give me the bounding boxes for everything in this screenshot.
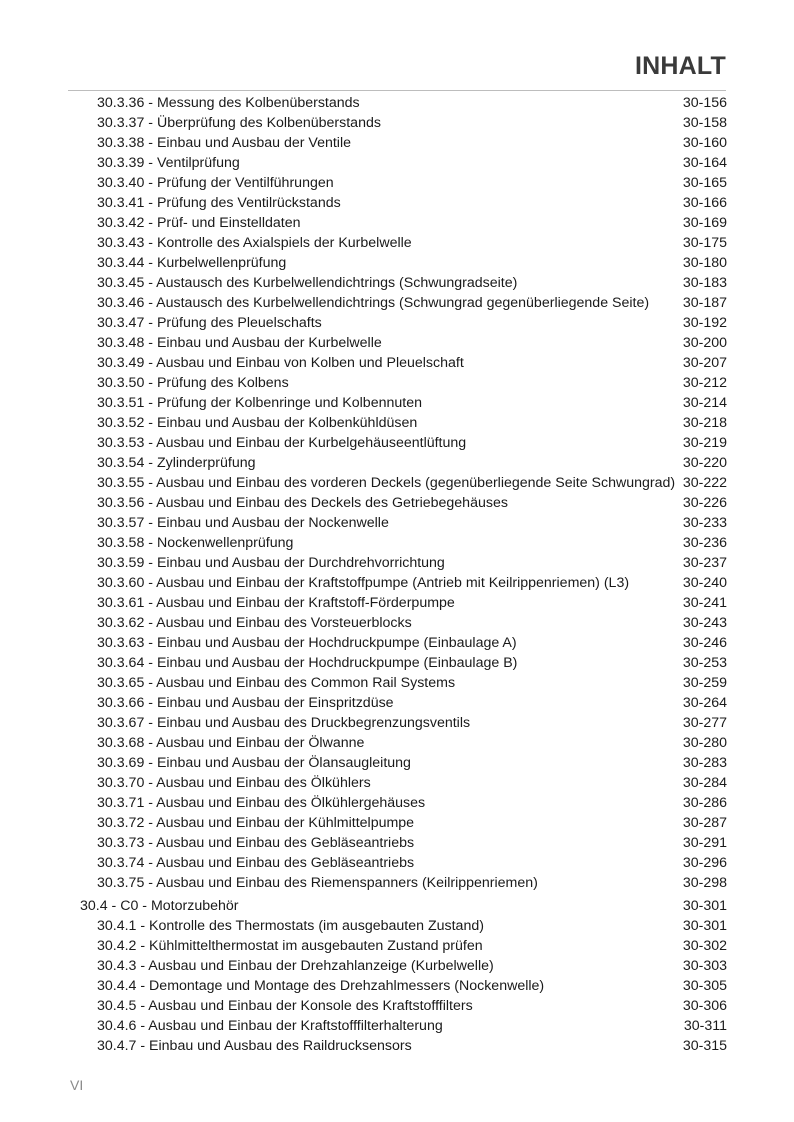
toc-entry[interactable] <box>80 213 727 233</box>
toc-entry-title: 30.3.69 - Einbau und Ausbau der Ölansaugleitung <box>97 755 411 771</box>
toc-entry-page: 30-222 <box>682 475 727 491</box>
toc-entry-page: 30-192 <box>682 315 727 331</box>
toc-entry[interactable] <box>80 533 727 553</box>
toc-entry-page: 30-160 <box>682 135 727 151</box>
toc-entry-title: 30.3.37 - Überprüfung des Kolbenüberstands <box>97 115 381 131</box>
toc-entry-page: 30-253 <box>682 655 727 671</box>
toc-entry[interactable] <box>80 313 727 333</box>
toc-entry[interactable] <box>80 1016 727 1036</box>
toc-entry-title: 30.3.59 - Einbau und Ausbau der Durchdrehvorrichtung <box>97 555 445 571</box>
toc-entry[interactable] <box>80 573 727 593</box>
toc-entry[interactable] <box>80 773 727 793</box>
toc-entry[interactable] <box>80 233 727 253</box>
header-divider <box>68 90 726 91</box>
toc-entry[interactable] <box>80 753 727 773</box>
toc-entry-page: 30-286 <box>682 795 727 811</box>
toc-entry-title: 30.4 - C0 - Motorzubehör <box>80 898 239 914</box>
toc-entry-page: 30-284 <box>682 775 727 791</box>
toc-entry-title: 30.3.50 - Prüfung des Kolbens <box>97 375 289 391</box>
toc-entry-page: 30-315 <box>682 1038 727 1054</box>
toc-entry[interactable] <box>80 453 727 473</box>
toc-entry[interactable] <box>80 873 727 893</box>
toc-entry-title: 30.3.52 - Einbau und Ausbau der Kolbenkühldüsen <box>97 415 418 431</box>
toc-entry-title: 30.3.66 - Einbau und Ausbau der Einspritzdüse <box>97 695 394 711</box>
toc-entry[interactable] <box>80 153 727 173</box>
toc-entry-title: 30.4.4 - Demontage und Montage des Drehzahlmessers (Nockenwelle) <box>97 978 545 994</box>
toc-entry-title: 30.3.44 - Kurbelwellenprüfung <box>97 255 287 271</box>
toc-entry-page: 30-158 <box>682 115 727 131</box>
toc-entry[interactable] <box>80 593 727 613</box>
toc-entry-page: 30-264 <box>682 695 727 711</box>
toc-entry-page: 30-240 <box>682 575 727 591</box>
toc-entry-page: 30-291 <box>682 835 727 851</box>
toc-entry-title: 30.4.5 - Ausbau und Einbau der Konsole des Kraftstofffilters <box>97 998 473 1014</box>
toc-entry-title: 30.3.49 - Ausbau und Einbau von Kolben und Pleuelschaft <box>97 355 464 371</box>
toc-entry-title: 30.3.75 - Ausbau und Einbau des Riemenspanners (Keilrippenriemen) <box>97 875 538 891</box>
toc-entry[interactable] <box>80 273 727 293</box>
toc-entry[interactable] <box>80 113 727 133</box>
toc-entry-page: 30-164 <box>682 155 727 171</box>
toc-entry[interactable] <box>80 353 727 373</box>
toc-entry[interactable] <box>80 173 727 193</box>
toc-entry-page: 30-301 <box>682 898 727 914</box>
toc-entry-page: 30-287 <box>682 815 727 831</box>
toc-entry-title: 30.3.51 - Prüfung der Kolbenringe und Kolbennuten <box>97 395 422 411</box>
toc-entry-page: 30-243 <box>682 615 727 631</box>
toc-entry-page: 30-298 <box>682 875 727 891</box>
toc-entry-page: 30-303 <box>682 958 727 974</box>
page-title: INHALT <box>635 52 726 80</box>
toc-entry-page: 30-156 <box>682 95 727 111</box>
toc-entry[interactable] <box>80 633 727 653</box>
toc-entry[interactable] <box>80 853 727 873</box>
toc-entry-title: 30.3.47 - Prüfung des Pleuelschafts <box>97 315 322 331</box>
toc-entry-page: 30-226 <box>682 495 727 511</box>
toc-entry-title: 30.3.40 - Prüfung der Ventilführungen <box>97 175 334 191</box>
toc-entry-page: 30-166 <box>682 195 727 211</box>
toc-entry-title: 30.3.54 - Zylinderprüfung <box>97 455 256 471</box>
toc-entry-page: 30-280 <box>682 735 727 751</box>
toc-entry[interactable] <box>80 333 727 353</box>
toc-entry[interactable] <box>80 393 727 413</box>
toc-entry-title: 30.3.70 - Ausbau und Einbau des Ölkühlers <box>97 775 371 791</box>
toc-entry[interactable] <box>80 673 727 693</box>
toc-entry[interactable] <box>80 936 727 956</box>
toc-entry-title: 30.3.67 - Einbau und Ausbau des Druckbegrenzungsventils <box>97 715 471 731</box>
toc-entry[interactable] <box>80 253 727 273</box>
toc-entry-page: 30-218 <box>682 415 727 431</box>
toc-entry[interactable] <box>80 133 727 153</box>
toc-entry-title: 30.4.6 - Ausbau und Einbau der Kraftstofffilterhalterung <box>97 1018 443 1034</box>
toc-entry-page: 30-212 <box>682 375 727 391</box>
toc-entry-title: 30.3.72 - Ausbau und Einbau der Kühlmittelpumpe <box>97 815 415 831</box>
toc-entry[interactable] <box>80 493 727 513</box>
toc-entry-page: 30-236 <box>682 535 727 551</box>
toc-entry-page: 30-306 <box>682 998 727 1014</box>
toc-entry-page: 30-207 <box>682 355 727 371</box>
toc-entry[interactable] <box>80 896 727 916</box>
toc-entry[interactable] <box>80 733 727 753</box>
toc-entry-page: 30-183 <box>682 275 727 291</box>
toc-entry-page: 30-283 <box>682 755 727 771</box>
toc-entry[interactable] <box>80 713 727 733</box>
toc-entry-title: 30.3.68 - Ausbau und Einbau der Ölwanne <box>97 735 365 751</box>
toc-entry-page: 30-200 <box>682 335 727 351</box>
toc-entry-page: 30-219 <box>682 435 727 451</box>
table-of-contents <box>80 93 727 1056</box>
toc-entry-title: 30.3.55 - Ausbau und Einbau des vorderen Deckels (gegenüberliegende Seite Schwungrad) <box>97 475 675 491</box>
toc-entry-title: 30.3.62 - Ausbau und Einbau des Vorsteuerblocks <box>97 615 412 631</box>
toc-entry-page: 30-296 <box>682 855 727 871</box>
toc-entry-title: 30.3.39 - Ventilprüfung <box>97 155 240 171</box>
toc-entry-title: 30.3.61 - Ausbau und Einbau der Kraftstoff-Förderpumpe <box>97 595 455 611</box>
toc-entry-page: 30-233 <box>682 515 727 531</box>
toc-entry-title: 30.4.3 - Ausbau und Einbau der Drehzahlanzeige (Kurbelwelle) <box>97 958 494 974</box>
toc-entry[interactable] <box>80 433 727 453</box>
toc-entry-title: 30.3.56 - Ausbau und Einbau des Deckels des Getriebegehäuses <box>97 495 508 511</box>
toc-entry-page: 30-180 <box>682 255 727 271</box>
toc-entry-page: 30-214 <box>682 395 727 411</box>
toc-entry[interactable] <box>80 653 727 673</box>
toc-entry-title: 30.3.45 - Austausch des Kurbelwellendichtrings (Schwungradseite) <box>97 275 518 291</box>
toc-entry[interactable] <box>80 93 727 113</box>
toc-entry[interactable] <box>80 833 727 853</box>
toc-entry-page: 30-175 <box>682 235 727 251</box>
toc-entry[interactable] <box>80 613 727 633</box>
toc-entry[interactable] <box>80 956 727 976</box>
toc-entry[interactable] <box>80 813 727 833</box>
toc-entry-title: 30.3.65 - Ausbau und Einbau des Common Rail Systems <box>97 675 456 691</box>
toc-entry-title: 30.3.60 - Ausbau und Einbau der Kraftstoffpumpe (Antrieb mit Keilrippenriemen) (L3) <box>97 575 630 591</box>
toc-entry[interactable] <box>80 976 727 996</box>
toc-entry[interactable] <box>80 996 727 1016</box>
toc-entry-title: 30.3.57 - Einbau und Ausbau der Nockenwelle <box>97 515 389 531</box>
toc-entry-title: 30.3.48 - Einbau und Ausbau der Kurbelwelle <box>97 335 382 351</box>
toc-entry[interactable] <box>80 293 727 313</box>
toc-entry-page: 30-187 <box>682 295 727 311</box>
toc-entry[interactable] <box>80 373 727 393</box>
toc-entry-page: 30-246 <box>682 635 727 651</box>
toc-entry-page: 30-277 <box>682 715 727 731</box>
toc-entry-page: 30-302 <box>682 938 727 954</box>
toc-entry-title: 30.3.43 - Kontrolle des Axialspiels der Kurbelwelle <box>97 235 412 251</box>
toc-entry-title: 30.3.46 - Austausch des Kurbelwellendichtrings (Schwungrad gegenüberliegende Seite) <box>97 295 650 311</box>
toc-entry-title: 30.3.64 - Einbau und Ausbau der Hochdruckpumpe (Einbaulage B) <box>97 655 518 671</box>
toc-entry[interactable] <box>80 193 727 213</box>
toc-entry-page: 30-241 <box>682 595 727 611</box>
toc-entry[interactable] <box>80 1036 727 1056</box>
toc-entry-page: 30-259 <box>682 675 727 691</box>
toc-entry-title: 30.4.2 - Kühlmittelthermostat im ausgebauten Zustand prüfen <box>97 938 483 954</box>
page-number: VI <box>70 1077 84 1093</box>
toc-entry-title: 30.3.42 - Prüf- und Einstelldaten <box>97 215 301 231</box>
toc-entry-title: 30.3.74 - Ausbau und Einbau des Gebläseantriebs <box>97 855 415 871</box>
toc-entry-title: 30.3.53 - Ausbau und Einbau der Kurbelgehäuseentlüftung <box>97 435 467 451</box>
toc-entry-page: 30-165 <box>682 175 727 191</box>
toc-entry-title: 30.3.58 - Nockenwellenprüfung <box>97 535 294 551</box>
toc-entry-page: 30-220 <box>682 455 727 471</box>
toc-entry[interactable] <box>80 513 727 533</box>
toc-entry[interactable] <box>80 473 727 493</box>
toc-entry-title: 30.3.73 - Ausbau und Einbau des Gebläseantriebs <box>97 835 415 851</box>
toc-entry-title: 30.4.1 - Kontrolle des Thermostats (im ausgebauten Zustand) <box>97 918 484 934</box>
toc-entry-title: 30.4.7 - Einbau und Ausbau des Raildrucksensors <box>97 1038 412 1054</box>
toc-entry-title: 30.3.71 - Ausbau und Einbau des Ölkühlergehäuses <box>97 795 426 811</box>
toc-entry[interactable] <box>80 793 727 813</box>
toc-entry[interactable] <box>80 413 727 433</box>
toc-entry[interactable] <box>80 916 727 936</box>
toc-entry[interactable] <box>80 693 727 713</box>
toc-entry-page: 30-301 <box>682 918 727 934</box>
toc-entry-page: 30-169 <box>682 215 727 231</box>
toc-entry-title: 30.3.38 - Einbau und Ausbau der Ventile <box>97 135 351 151</box>
toc-entry-page: 30-311 <box>683 1018 727 1034</box>
toc-entry-title: 30.3.41 - Prüfung des Ventilrückstands <box>97 195 341 211</box>
toc-entry-title: 30.3.63 - Einbau und Ausbau der Hochdruckpumpe (Einbaulage A) <box>97 635 517 651</box>
toc-entry-title: 30.3.36 - Messung des Kolbenüberstands <box>97 95 360 111</box>
toc-entry[interactable] <box>80 553 727 573</box>
toc-entry-page: 30-237 <box>682 555 727 571</box>
toc-entry-page: 30-305 <box>682 978 727 994</box>
